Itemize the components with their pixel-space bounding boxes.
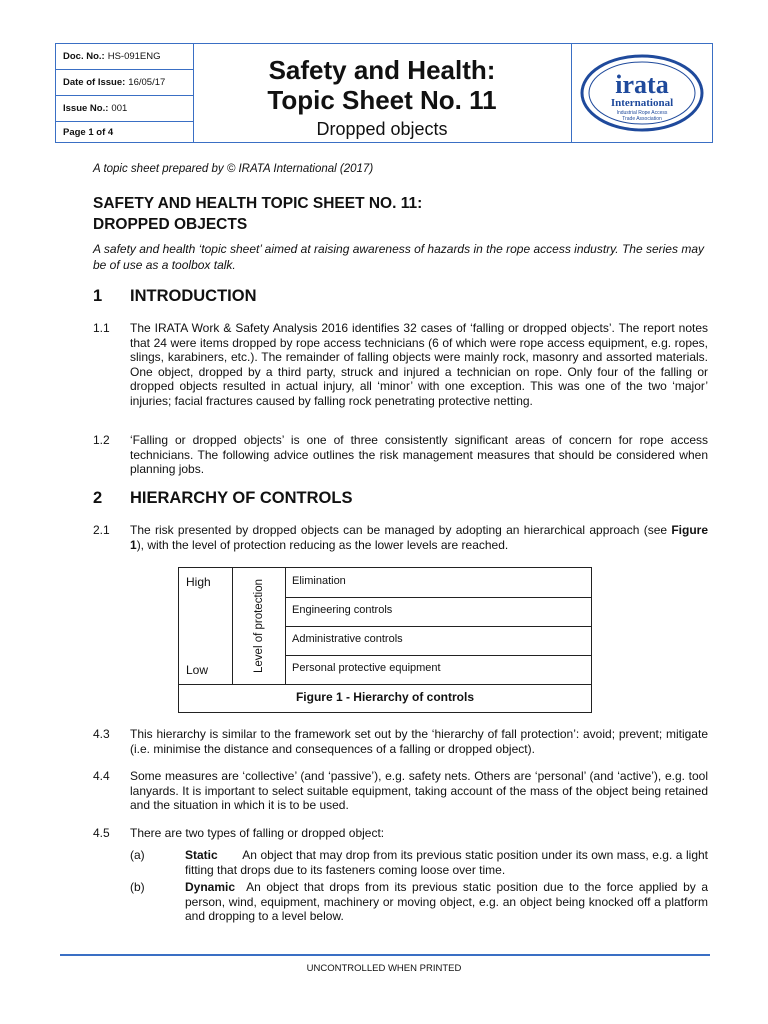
paragraph-text: This hierarchy is similar to the framework set out by the ‘hierarchy of fall protection’: avoid; prevent; mitigate (i.e. minimise the distance and consequences of a falling or dropped object). [130,727,708,756]
paragraph-number: 4.5 [93,826,110,840]
object-type-label: (b) [130,880,145,894]
issue-number: 001 [111,103,128,114]
title-line-1: Safety and Health: [268,55,496,85]
object-type-static [130,848,708,877]
figure-divider [285,655,591,656]
paragraph-text: There are two types of falling or dropped object: [130,826,385,840]
figure-caption: Figure 1 - Hierarchy of controls [295,690,475,704]
figure-divider [285,626,591,627]
paragraph-number: 1.2 [93,433,110,447]
title-line-2: Topic Sheet No. 11 [267,85,497,115]
title-block [193,44,572,142]
paragraph-text: The IRATA Work & Safety Analysis 2016 identifies 32 cases of ‘falling or dropped objects’. The report notes that 24 were items dropped by rope access technicians (6 of which were rope access equipment, e.g. ropes, slings, karabiners, etc.). The remainder of falling objects were mainly rock, masonry and assorted materials. One object, dropped by a third party, struck and injured a technician on rope. Only four of the falling or dropped objects resulted in actual injury, all ‘minor’ with one exception. This was one of the two ‘major’ injuries; facial fractures caused by falling rock penetrating protective netting. [130,321,708,408]
logo-subword: International [610,97,674,109]
doc-number: HS-091ENG [107,51,161,62]
document-heading-line-2: DROPPED OBJECTS [93,216,248,233]
section-title: INTRODUCTION [130,287,257,305]
paragraph-text: The risk presented by dropped objects can be managed by adopting an hierarchical approach (see Figure 1), with the level of protection reducing as the lower levels are reached. [130,523,708,552]
intro-note: A topic sheet prepared by © IRATA International (2017) [93,163,374,175]
hierarchy-figure [178,567,592,713]
paragraph-text: Some measures are ‘collective’ (and ‘passive’), e.g. safety nets. Others are ‘personal’ (and ‘active’), e.g. tool lanyards. It is important to select suitable equipment, taking account of the mass of the object being retained and the situation in which it is to be used. [130,769,708,812]
figure-divider [232,568,233,684]
figure-reference: Figure 1 [130,523,708,552]
paragraph-text: ‘Falling or dropped objects’ is one of three consistently significant areas of concern for rope access technicians. The following advice outlines the risk management measures that should be considered when planning jobs. [130,433,708,476]
document-header [55,43,713,143]
figure-divider [179,684,591,685]
issue-number-label: Issue No.: [63,103,109,114]
section-heading-1 [0,287,768,309]
page-number: Page 1 of 4 [63,126,114,138]
section-number: 1 [93,287,103,305]
logo-wordmark: irata [615,70,669,99]
section-title: HIERARCHY OF CONTROLS [130,489,353,507]
figure-level-engineering: Engineering controls [292,604,393,616]
date-of-issue: 16/05/17 [128,77,166,88]
paragraph-1-1 [93,321,708,408]
object-type-dynamic [130,880,708,924]
logo-caption-1: Industrial Rope Access [616,110,668,116]
object-type-body [185,848,708,877]
lead-paragraph: A safety and health ‘topic sheet’ aimed at raising awareness of hazards in the rope access industry. The series may be of use as a toolbox talk. [93,242,704,272]
paragraph-4-3 [93,727,708,756]
figure-low-label: Low [186,663,209,677]
object-type-body [185,880,708,924]
paragraph-number: 4.4 [93,769,110,783]
figure-level-ppe: Personal protective equipment [292,662,441,674]
paragraph-1-2 [93,433,708,477]
subtitle: Dropped objects [316,119,448,139]
doc-number-label: Doc. No.: [63,51,105,62]
section-number: 2 [93,489,103,507]
document-heading [93,193,422,235]
figure-divider [285,597,591,598]
logo-caption-2: Trade Association [622,116,662,122]
section-heading-2 [0,489,768,511]
object-type-name: Dynamic [185,880,236,894]
irata-logo [571,44,713,142]
paragraph-2-1 [93,523,708,552]
paragraph-number: 2.1 [93,523,110,537]
paragraph-4-5 [93,826,708,841]
figure-level-elimination: Elimination [292,575,346,587]
footer-rule [60,954,710,956]
date-of-issue-label: Date of Issue: [63,77,126,88]
figure-level-administrative: Administrative controls [292,633,403,645]
issue-number-row [56,96,193,122]
object-type-text: An object that drops from its previous static position due to the force applied by a person, wind, equipment, machinery or moving object, e.g. an object being knocked off a platform and dropping to a level below. [185,880,709,923]
figure-axis-label: Level of protection [253,579,265,673]
footer-notice: UNCONTROLLED WHEN PRINTED [306,963,462,974]
object-type-name: Static [185,848,218,862]
paragraph-number: 4.3 [93,727,110,741]
document-heading-line-1: SAFETY AND HEALTH TOPIC SHEET NO. 11: [93,195,423,212]
paragraph-4-4 [93,769,708,813]
irata-logo-emblem [579,53,705,133]
object-type-label: (a) [130,848,145,862]
doc-number-row [56,44,193,70]
date-of-issue-row [56,70,193,96]
figure-high-label: High [186,575,211,589]
page-number-row [56,122,193,142]
object-type-text: An object that may drop from its previous static position under its own mass, e.g. a light fitting that drops due to its fasteners coming loose over time. [185,848,709,877]
document-meta [56,44,194,142]
paragraph-number: 1.1 [93,321,110,335]
